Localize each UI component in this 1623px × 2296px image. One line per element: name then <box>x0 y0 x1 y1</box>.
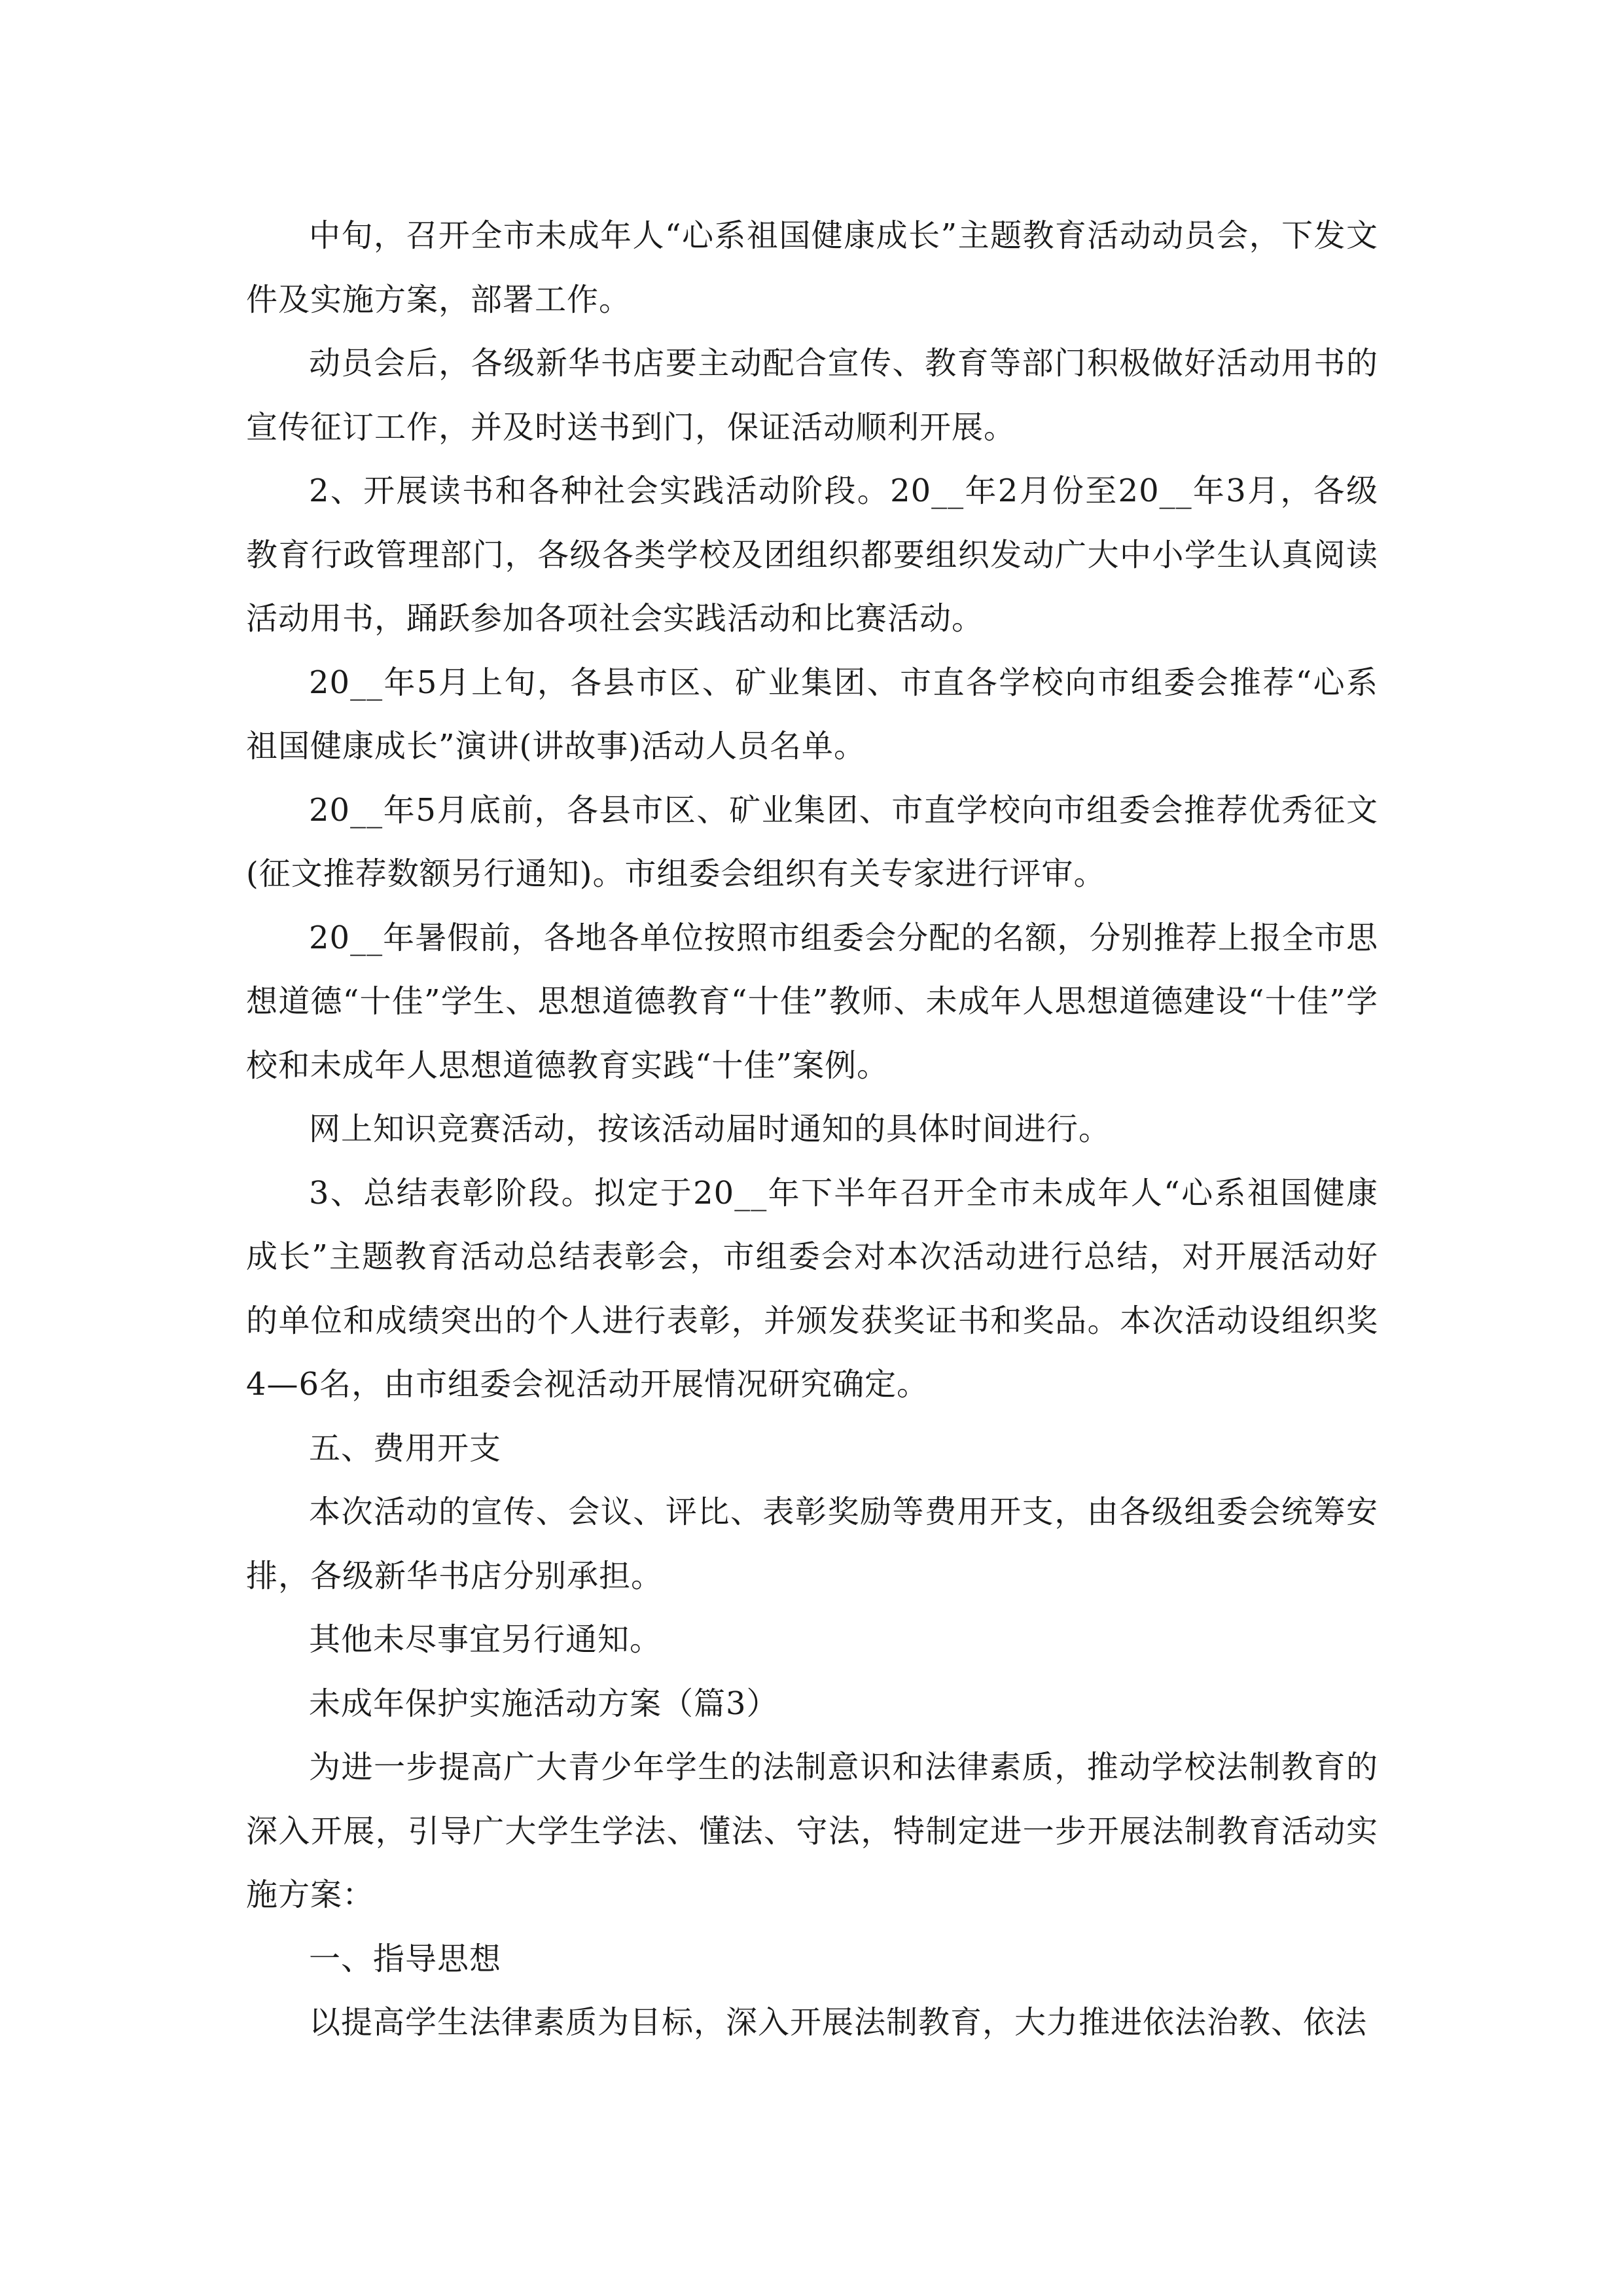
paragraph: 中旬，召开全市未成年人“心系祖国健康成长”主题教育活动动员会，下发文件及实施方案，部署工作。 <box>246 217 1378 318</box>
paragraph: 2、开展读书和各种社会实践活动阶段。20__年2月份至20__年3月，各级教育行政管理部门，各级各类学校及团组织都要组织发动广大中小学生认真阅读活动用书，踊跃参加各项社会实践活动和比赛活动。 <box>246 473 1378 637</box>
paragraph: 网上知识竞赛活动，按该活动届时通知的具体时间进行。 <box>309 1111 1111 1147</box>
paragraph: 动员会后，各级新华书店要主动配合宣传、教育等部门积极做好活动用书的宣传征订工作，并及时送书到门，保证活动顺利开展。 <box>246 345 1378 446</box>
paragraph: 本次活动的宣传、会议、评比、表彰奖励等费用开支，由各级组委会统筹安排，各级新华书店分别承担。 <box>246 1494 1378 1594</box>
paragraph: 以提高学生法律素质为目标，深入开展法制教育，大力推进依法治教、依法 <box>309 2004 1368 2041</box>
paragraph: 为进一步提高广大青少年学生的法制意识和法律素质，推动学校法制教育的深入开展，引导广大学生学法、懂法、守法，特制定进一步开展法制教育活动实施方案： <box>246 1749 1378 1913</box>
paragraph: 其他未尽事宜另行通知。 <box>309 1621 662 1658</box>
paragraph: 20__年5月底前，各县市区、矿业集团、市直学校向市组委会推荐优秀征文(征文推荐数额另行通知)。市组委会组织有关专家进行评审。 <box>246 791 1378 892</box>
document-body <box>246 204 1378 2055</box>
section-heading: 五、费用开支 <box>309 1429 502 1467</box>
paragraph: 20__年暑假前，各地各单位按照市组委会分配的名额，分别推荐上报全市思想道德“十佳”学生、思想道德教育“十佳”教师、未成年人思想道德建设“十佳”学校和未成年人思想道德教育实践“十佳”案例。 <box>246 919 1378 1084</box>
section-heading: 一、指导思想 <box>309 1940 502 1977</box>
paragraph: 3、总结表彰阶段。拟定于20__年下半年召开全市未成年人“心系祖国健康成长”主题教育活动总结表彰会，市组委会对本次活动进行总结，对开展活动好的单位和成绩突出的个人进行表彰，并颁发获奖证书和奖品。本次活动设组织奖4—6名，由市组委会视活动开展情况研究确定。 <box>246 1174 1378 1403</box>
document-title: 未成年保护实施活动方案（篇3） <box>309 1685 779 1722</box>
paragraph: 20__年5月上旬，各县市区、矿业集团、市直各学校向市组委会推荐“心系祖国健康成长”演讲(讲故事)活动人员名单。 <box>246 664 1378 764</box>
